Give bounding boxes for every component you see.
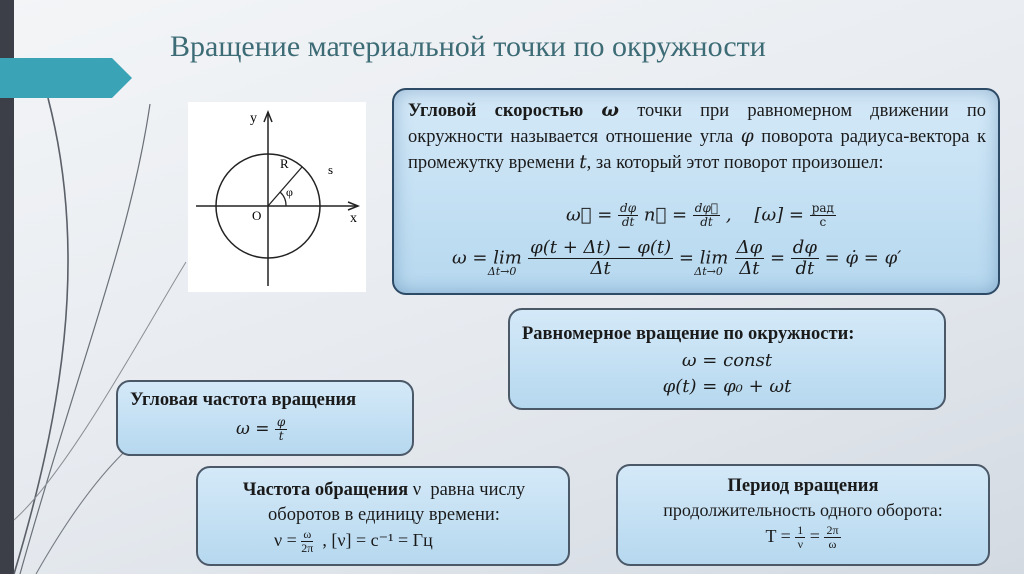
- title-tab-marker: [0, 58, 132, 98]
- term-angular-velocity: Угловой скоростью: [408, 101, 584, 121]
- uniform-rotation-heading: Равномерное вращение по окружности:: [522, 324, 855, 344]
- slide-title: Вращение материальной точки по окружности: [170, 30, 766, 63]
- arc-label: s: [328, 162, 334, 177]
- angular-velocity-box: [392, 88, 1000, 295]
- formula-vector-omega: ω⃗ = $\frac{d\varphi}{dt}$ n⃗ = $\frac{d\varphi⃗}{dt}$ , [ω] = $\frac{\text{рад}}{с}$: [566, 201, 834, 230]
- uniform-rotation-line2: φ(t) = φ₀ + ωt: [662, 376, 792, 397]
- period-formula: T = $\frac{1}{\nu}$ = $\frac{2\pi}{\omega}$: [765, 523, 839, 552]
- axis-y-label: y: [250, 111, 257, 126]
- radius-label: R: [280, 156, 289, 171]
- definition-text-2: поворота радиуса-вектора к промежутку времени: [408, 127, 987, 173]
- circle-diagram: [188, 102, 366, 292]
- period-box: [616, 464, 990, 566]
- revolution-frequency-text: Частота обращения ν равна числу оборотов в единицу времени:: [242, 480, 526, 525]
- revolution-frequency-box: [196, 466, 570, 566]
- uniform-rotation-box: [508, 308, 946, 410]
- revolution-frequency-formula: ν = $\frac{\omega}{2\pi}$ , [ν] = с⁻¹ = Гц: [274, 527, 433, 556]
- formula-omega-limit: $\omega = \lim_{\Delta t\to 0}$ $\frac{\varphi(t + \Delta t) - \varphi(t)}{\Delta t}$ = $\lim_{\Delta t\to 0}$ $\frac{\Delta\varphi}{\Delta t}$ = $\frac{d\varphi}{dt}$ = φ̇ = φ′: [452, 237, 902, 279]
- t-symbol: t: [579, 152, 587, 173]
- angle-label: φ: [286, 185, 293, 199]
- angular-frequency-heading: Угловая частота вращения: [130, 390, 357, 410]
- uniform-rotation-line1: ω = const: [681, 350, 773, 371]
- period-text: продолжительность одного оборота:: [663, 500, 943, 520]
- angular-frequency-box: [116, 380, 414, 456]
- definition-text-3: , за который этот поворот произошел:: [586, 153, 884, 173]
- angular-velocity-definition: [408, 98, 986, 176]
- phi-symbol: φ: [740, 126, 754, 147]
- angular-frequency-formula: ω = $\frac{\varphi}{t}$: [236, 415, 286, 444]
- axis-x-label: x: [350, 211, 357, 226]
- origin-label: O: [252, 208, 262, 223]
- period-heading: Период вращения: [727, 476, 879, 496]
- definition-text: точки при равномерном движении по окружности называется отношение угла: [408, 101, 986, 147]
- omega-symbol: ω: [601, 100, 620, 121]
